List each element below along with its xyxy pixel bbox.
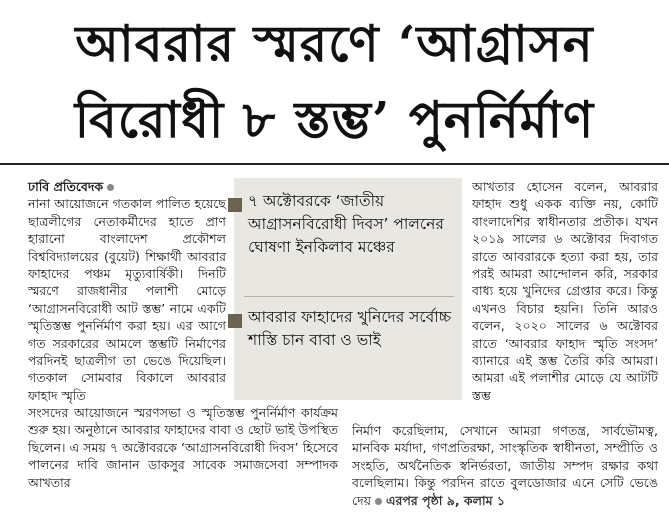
left-column-text: নানা আয়োজনে গতকাল পালিত হয়েছে ছাত্রলীগের নেতাকর্মীদের হাতে প্রাণ হারানো বাংলাদেশ প্রকৌশল বিশ্ববিদ্যালয়ের (বুয়েট) শিক্ষার্থী আবরার ফাহাদের পঞ্চম মৃত্যুবার্ষিকী। দিনটি স্মরণে রাজধানীর পলাশী মোড়ে ‘আগ্রাসনবিরোধী আট স্তম্ভ’ নামে একটি স্মৃতিস্তম্ভ পুনর্নির্মাণ করা হয়। এর আগে গত সরকারের আমলে স্তম্ভটি নির্মাণের পরদিনই ছাত্রলীগ তা ভেঙে দিয়েছিল। গতকাল সোমবার বিকালে আবরার ফাহাদ স্মৃতি <box>28 196 226 403</box>
continuation-text: এরপর পৃষ্ঠা ৯, কলাম ১ <box>386 492 506 508</box>
bullet-marker-icon <box>228 314 242 328</box>
bottom-right-text <box>352 422 658 509</box>
bottom-left-text: সংসদের আয়োজনে স্মরণসভা ও স্মৃতিস্তম্ভ পুনর্নির্মাণ কার্যক্রম শুরু হয়। অনুষ্ঠানে আবরার ফাহাদের বাবা ও ছোট ভাই উপস্থিত ছিলেন। এ সময় ৭ অক্টোবরকে ‘আগ্রাসনবিরোধী দিবস’ হিসেবে পালনের দাবি জানান ডাকসুর সাবেক সমাজসেবা সম্পাদক আখতার <box>28 405 338 490</box>
byline-dot-icon <box>107 184 114 191</box>
pull-quote-divider <box>244 296 454 297</box>
left-column <box>28 178 226 404</box>
bottom-left-text-block <box>28 404 338 491</box>
bullet-marker-icon <box>228 198 242 212</box>
pull-quote-panel <box>234 178 462 400</box>
continuation-dot-icon <box>375 498 382 505</box>
right-column-text: আখতার হোসেন বলেন, আবরার ফাহাদ শুধু একক ব্যক্তি নয়, কোটি বাংলাদেশির স্বাধীনতার প্রতীক। যখন ২০১৯ সালের ৬ অক্টোবর দিবাগত রাতে আবরারকে হত্যা করা হয়, তার পরই আমরা আন্দোলন করি, সরকার বাধ্য হয়ে খুনিদের গ্রেপ্তার করে। কিন্তু এখনও বিচার হয়নি। তিনি আরও বলেন, ২০২০ সালের ৬ অক্টোবর রাতে ‘আবরার ফাহাদ স্মৃতি সংসদ’ ব্যানারে এই স্তম্ভ তৈরি করি আমরা। আমরা এই পলাশীর মোড়ে যে আটটি স্তম্ভ <box>472 179 658 403</box>
byline <box>28 178 226 195</box>
headline-line-1: আবরার স্মরণে ‘আগ্রাসন <box>75 14 594 73</box>
continuation-note[interactable] <box>375 493 505 508</box>
pull-quote-1: ৭ অক্টোবরকে ‘জাতীয় আগ্রাসনবিরোধী দিবস’ পালনের ঘোষণা ইনকিলাব মঞ্চের <box>248 192 444 256</box>
headline-line-2: বিরোধী ৮ স্তম্ভ’ পুনর্নির্মাণ <box>74 90 595 149</box>
headline-rule <box>0 163 669 165</box>
bottom-right-body: নির্মাণ করেছিলাম, সেখানে আমরা গণতন্ত্র, সার্বভৌমত্ব, মানবিক মর্যাদা, গণপ্রতিরক্ষা, সাংস্কৃতিক স্বাধীনতা, সম্প্রীতি ও সংহতি, অর্থনৈতিক স্বনির্ভরতা, জাতীয় সম্পদ রক্ষার কথা বলেছিলাম। কিন্তু পরদিন রাতে বুলডোজার এনে সেটি ভেঙে দেয় <box>352 423 658 508</box>
right-column <box>472 178 658 404</box>
bottom-right-text-block <box>352 422 658 509</box>
pull-quote-2: আবরার ফাহাদের খুনিদের সর্বোচ্চ শাস্তি চান বাবা ও ভাই <box>248 308 452 349</box>
byline-text: ঢাবি প্রতিবেদক <box>28 179 104 194</box>
